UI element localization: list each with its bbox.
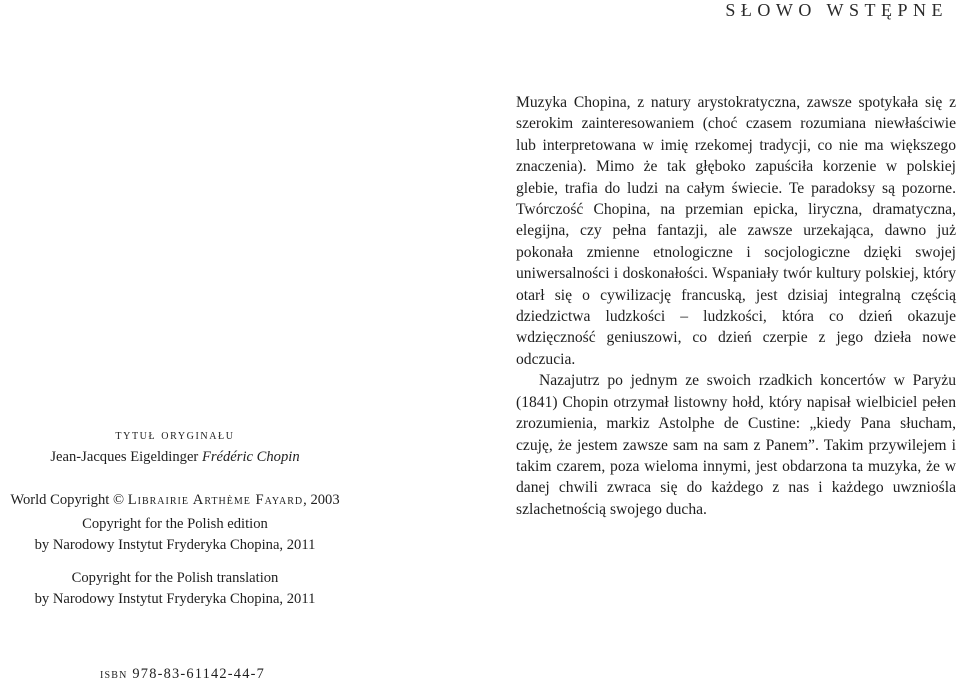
world-copyright-line xyxy=(0,490,350,511)
original-author: Jean-Jacques Eigeldinger xyxy=(50,448,199,465)
original-work-title: Frédéric Chopin xyxy=(201,448,300,465)
isbn-label: isbn xyxy=(100,666,128,682)
preface-paragraph-1: Muzyka Chopina, z natury arystokratyczna, zawsze spotykała się z szerokim zainteresowaniem (choć czasem rozumiana niewłaściwie lub interpretowana w imię rzekomej tradycji, co nie ma większego znaczenia). Mimo że tak głęboko zapuściła korzenie w polskiej glebie, trafia do ludzi na całym świecie. Te paradoksy są pozorne. Twórczość Chopina, na przemian epicka, liryczna, dramatyczna, elegijna, czy pełna fantazji, ale zawsze urzekająca, dawno już pokonała zmienne etnologiczne i socjologiczne dzięki swojej uniwersalności i doskonałości. Wspaniały twór kultury polskiej, który otarł się o cywilizację francuską, jest dzisiaj integralną częścią dziedzictwa ludzkości – ludzkości, która co dzień okazuje wdzięczność geniuszowi, co dzień czerpie z jego dzieła nowe odczucia. xyxy=(516,94,956,368)
polish-edition-copyright xyxy=(0,514,350,556)
isbn-number: 978-83-61142-44-7 xyxy=(132,666,265,682)
original-title-label: tytuł oryginału xyxy=(115,428,235,443)
original-title-line xyxy=(0,447,350,468)
colophon xyxy=(0,426,350,610)
publisher-name: Librairie Arthème Fayard xyxy=(127,491,304,508)
world-copyright-prefix: World Copyright © xyxy=(10,491,125,508)
original-title-block xyxy=(0,426,350,468)
world-copyright-year: , 2003 xyxy=(303,491,340,508)
translation-line-2: by Narodowy Instytut Fryderyka Chopina, 2011 xyxy=(34,590,316,607)
edition-line-1: Copyright for the Polish edition xyxy=(82,516,268,533)
translation-line-1: Copyright for the Polish translation xyxy=(71,569,279,586)
edition-line-2: by Narodowy Instytut Fryderyka Chopina, 2011 xyxy=(34,537,316,554)
polish-translation-copyright xyxy=(0,568,350,610)
preface-text xyxy=(516,92,956,520)
isbn-line xyxy=(100,666,265,683)
section-title: SŁOWO WSTĘPNE xyxy=(725,0,948,20)
preface-paragraph-2: Nazajutrz po jednym ze swoich rzadkich koncertów w Paryżu (1841) Chopin otrzymał listowny hołd, który napisał wielbiciel pełen zrozumienia, markiz Astolphe de Custine: „kiedy Pana słucham, czuję, że jestem zawsze sam na sam z Panem”. Takim przywilejem i takim czarem, poza wieloma innymi, jest obdarzona ta muzyka, że w danej chwili zwraca się do każdego z nas i każdego uwzniośla szlachetnością swojego ducha. xyxy=(516,372,956,518)
